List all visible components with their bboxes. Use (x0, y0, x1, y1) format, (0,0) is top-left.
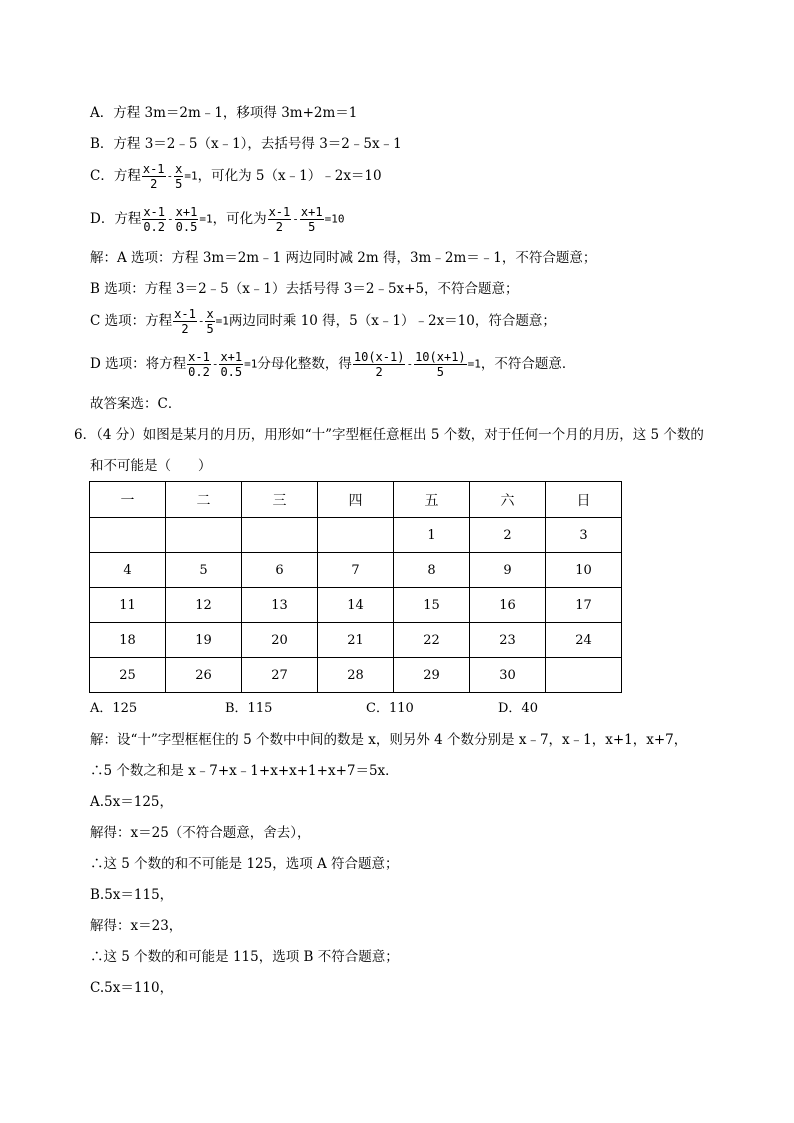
solution-line: ∴这 5 个数的和可能是 115，选项 B 不符合题意； (90, 949, 399, 965)
weekday-header: 四 (318, 482, 394, 518)
fraction (175, 205, 199, 234)
minus-sign: - (166, 169, 174, 183)
denominator: 0.2 (143, 220, 166, 234)
fraction (268, 205, 292, 234)
numerator: x (175, 162, 183, 176)
calendar-table (89, 481, 622, 693)
calendar-cell (546, 658, 622, 693)
solution-line: B.5x＝115， (90, 887, 174, 903)
solution-line: 解得：x＝23， (90, 918, 183, 934)
minus-sign: - (406, 357, 414, 371)
numerator: x+1 (300, 205, 323, 219)
weekday-header: 三 (242, 482, 318, 518)
calendar-cell: 3 (546, 518, 622, 553)
choice-a: A．125 (90, 701, 138, 716)
option-d (90, 205, 344, 234)
calendar-cell: 7 (318, 553, 394, 588)
calendar-cell: 5 (166, 553, 242, 588)
calendar-row (90, 553, 622, 588)
calendar-cell: 10 (546, 553, 622, 588)
option-a: A．方程 3m＝2m﹣1，移项得 3m+2m＝1 (90, 105, 358, 121)
calendar-cell: 25 (90, 658, 166, 693)
calendar-cell (242, 518, 318, 553)
calendar-cell: 16 (470, 588, 546, 623)
numerator: x-1 (142, 162, 165, 176)
numerator: x-1 (188, 350, 210, 364)
fraction (353, 350, 406, 379)
option-b: B．方程 3＝2﹣5（x﹣1），去括号得 3＝2﹣5x﹣1 (90, 136, 402, 152)
choice-d: D．40 (498, 701, 538, 716)
calendar-cell: 23 (470, 623, 546, 658)
calendar-cell: 29 (394, 658, 470, 693)
numerator: x+1 (175, 205, 198, 219)
calendar-cell: 17 (546, 588, 622, 623)
option-c-suffix: ，可化为 5（x﹣1）﹣2x＝10 (197, 168, 382, 184)
calendar-cell: 26 (166, 658, 242, 693)
denominator: 2 (150, 177, 158, 191)
calendar-cell (166, 518, 242, 553)
choice-b: B．115 (225, 701, 273, 716)
weekday-header: 五 (394, 482, 470, 518)
calendar-cell: 1 (394, 518, 470, 553)
calendar-cell: 19 (166, 623, 242, 658)
solution-c-prefix: C 选项：方程 (90, 313, 173, 329)
calendar-cell (318, 518, 394, 553)
calendar-cell (90, 518, 166, 553)
option-c-prefix: C．方程 (90, 168, 141, 184)
minus-sign: - (197, 314, 205, 328)
calendar-cell: 18 (90, 623, 166, 658)
equals-one: =1 (215, 314, 229, 328)
option-d-prefix: D．方程 (90, 211, 142, 227)
numerator: x-1 (268, 205, 291, 219)
denominator: 0.5 (220, 365, 243, 379)
solution-b: B 选项：方程 3＝2﹣5（x﹣1）去括号得 3＝2﹣5x+5，不符合题意； (90, 281, 519, 297)
fraction (142, 205, 166, 234)
calendar-cell: 6 (242, 553, 318, 588)
calendar-cell: 12 (166, 588, 242, 623)
calendar-cell: 9 (470, 553, 546, 588)
calendar-row (90, 623, 622, 658)
denominator: 2 (375, 365, 383, 379)
solution-line: ∴5 个数之和是 x﹣7+x﹣1+x+x+1+x+7＝5x． (90, 763, 399, 779)
solution-c (90, 307, 556, 336)
solution-line: ∴这 5 个数的和不可能是 125，选项 A 符合题意； (90, 856, 399, 872)
question-6-stem-cont: 和不可能是（ ） (90, 458, 212, 474)
solution-line: 解得：x＝25（不符合题意，舍去）， (90, 825, 311, 841)
fraction (219, 350, 243, 379)
numerator: x-1 (174, 307, 196, 321)
solution-line: A.5x＝125， (90, 794, 174, 810)
denominator: 5 (175, 177, 183, 191)
equals-ten: =10 (324, 212, 345, 226)
numerator: x-1 (143, 205, 166, 219)
calendar-row (90, 588, 622, 623)
calendar-cell: 11 (90, 588, 166, 623)
fraction (142, 162, 166, 191)
question-6-stem: 6．（4 分）如图是某月的月历，用形如“十”字型框任意框出 5 个数，对于任何一个月的月历，这 5 个数的 (74, 427, 704, 443)
denominator: 5 (308, 220, 316, 234)
equals-one: =1 (184, 169, 198, 183)
minus-sign: - (292, 212, 299, 226)
solution-line: C.5x＝110， (90, 980, 174, 996)
calendar-header-row (90, 482, 622, 518)
fraction (187, 350, 211, 379)
weekday-header: 一 (90, 482, 166, 518)
calendar-cell: 21 (318, 623, 394, 658)
calendar-cell: 14 (318, 588, 394, 623)
denominator: 2 (181, 322, 189, 336)
calendar-cell: 22 (394, 623, 470, 658)
calendar-row (90, 658, 622, 693)
calendar-cell: 27 (242, 658, 318, 693)
denominator: 5 (436, 365, 444, 379)
numerator: 10(x+1) (415, 350, 466, 364)
fraction (174, 162, 183, 191)
minus-sign: - (211, 357, 219, 371)
fraction (414, 350, 467, 379)
numerator: x+1 (220, 350, 243, 364)
fraction (173, 307, 197, 336)
answer-line: 故答案选：C． (90, 396, 182, 412)
fraction (205, 307, 214, 336)
solution-a: 解：A 选项：方程 3m＝2m﹣1 两边同时减 2m 得，3m﹣2m＝﹣1，不符合题意； (90, 250, 597, 266)
denominator: 0.2 (188, 365, 210, 379)
option-d-middle: ，可化为 (212, 211, 267, 227)
choice-c: C．110 (366, 701, 414, 716)
calendar-cell: 4 (90, 553, 166, 588)
denominator: 2 (275, 220, 284, 234)
equals-one: =1 (244, 357, 258, 371)
calendar-row (90, 518, 622, 553)
solution-d (90, 350, 575, 379)
numerator: 10(x-1) (353, 350, 405, 364)
solution-line: 解：设“十”字型框框住的 5 个数中中间的数是 x，则另外 4 个数分别是 x﹣7，x﹣1，x+1，x+7， (90, 732, 688, 748)
minus-sign: - (167, 212, 174, 226)
solution-d-middle: 分母化整数，得 (257, 356, 352, 372)
calendar-cell: 15 (394, 588, 470, 623)
weekday-header: 日 (546, 482, 622, 518)
solution-d-suffix: ，不符合题意． (480, 356, 576, 372)
calendar-cell: 8 (394, 553, 470, 588)
solution-c-suffix: 两边同时乘 10 得，5（x﹣1）﹣2x＝10，符合题意； (228, 313, 556, 329)
option-c (90, 162, 382, 191)
calendar-cell: 28 (318, 658, 394, 693)
numerator: x (206, 307, 214, 321)
solution-d-prefix: D 选项：将方程 (90, 356, 187, 372)
weekday-header: 二 (166, 482, 242, 518)
calendar-cell: 13 (242, 588, 318, 623)
denominator: 0.5 (175, 220, 198, 234)
equals-one: =1 (199, 212, 213, 226)
calendar-cell: 20 (242, 623, 318, 658)
calendar-cell: 24 (546, 623, 622, 658)
calendar-cell: 30 (470, 658, 546, 693)
fraction (300, 205, 324, 234)
denominator: 5 (206, 322, 214, 336)
calendar-cell: 2 (470, 518, 546, 553)
equals-one: =1 (467, 357, 481, 371)
weekday-header: 六 (470, 482, 546, 518)
